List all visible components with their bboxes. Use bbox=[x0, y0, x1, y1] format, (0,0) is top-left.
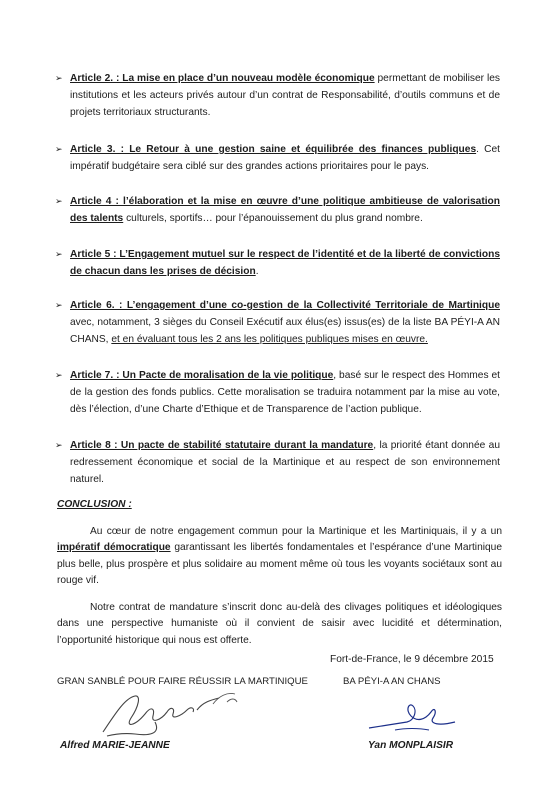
conclusion-paragraph-2: Notre contrat de mandature s’inscrit donc au-delà des clivages politiques et idéologiques dans une perspective humaniste où il convient de saisir avec lucidité et détermination, l’opportunité historique qui nous est offerte. bbox=[57, 601, 502, 646]
right-signatory-name: Yan MONPLAISIR bbox=[368, 740, 454, 751]
bullet-arrow-icon: ➢ bbox=[55, 196, 63, 206]
article-4 bbox=[55, 193, 500, 227]
article-title: Article 3. : Le Retour à une gestion saine et équilibrée des finances publiques bbox=[70, 144, 477, 155]
conclusion-heading: CONCLUSION : bbox=[57, 499, 132, 510]
article-title: Article 2. : La mise en place d’un nouveau modèle économique bbox=[70, 73, 375, 84]
bullet-arrow-icon: ➢ bbox=[55, 440, 63, 450]
left-signatory-name: Alfred MARIE-JEANNE bbox=[60, 740, 170, 751]
article-3 bbox=[55, 141, 500, 175]
article-text: . bbox=[255, 266, 259, 277]
conclusion-section bbox=[57, 497, 502, 659]
article-text: , basé sur le respect des Hommes et de la gestion des fonds publics. Cette moralisation se traduira notamment par la mise au vote, dès l’élection, d’une Charte d’Ethique et de Transparence de l’action publique. bbox=[70, 370, 500, 415]
article-title: Article 4 : l’élaboration et la mise en œuvre d’une politique ambitieuse de valorisation des talents bbox=[70, 196, 500, 224]
bullet-arrow-icon: ➢ bbox=[55, 370, 63, 380]
article-title: Article 5 : L’Engagement mutuel sur le respect de l’identité et de la liberté de convictions de chacun dans les prises de décision bbox=[70, 249, 500, 277]
article-6 bbox=[55, 297, 500, 348]
article-text: avec, notamment, 3 sièges du Conseil Exécutif aux élus(es) issus(es) de la liste BA PÉYI-A AN CHANS, bbox=[70, 317, 500, 345]
signature-alfred-marie-jeanne bbox=[95, 684, 245, 739]
article-text: permettant de mobiliser les institutions et les acteurs privés autour d’un contrat de Responsabilité, d’outils communs et de projets territoriaux structurants. bbox=[70, 73, 500, 118]
article-7 bbox=[55, 367, 500, 418]
left-signatory-group: GRAN SANBLÉ POUR FAIRE RÉUSSIR LA MARTINIQUE bbox=[57, 676, 308, 687]
article-2 bbox=[55, 70, 500, 121]
article-underlined-text: et en évaluant tous les 2 ans les politiques publiques mises en œuvre. bbox=[111, 334, 428, 345]
article-title: Article 7. : Un Pacte de moralisation de la vie politique bbox=[70, 370, 334, 381]
article-title: Article 8 : Un pacte de stabilité statutaire durant la mandature bbox=[70, 440, 374, 451]
article-title: Article 6. : L’engagement d’une co-gestion de la Collectivité Territoriale de Martinique bbox=[70, 300, 500, 311]
signature-yan-monplaisir bbox=[365, 692, 475, 740]
bullet-arrow-icon: ➢ bbox=[55, 73, 63, 83]
article-text: , la priorité étant donnée au redressement économique et social de la Martinique et au respect de son environnement naturel. bbox=[70, 440, 500, 485]
bullet-arrow-icon: ➢ bbox=[55, 144, 63, 154]
article-text: . Cet impératif budgétaire sera ciblé sur des grandes actions prioritaires pour le pays. bbox=[70, 144, 500, 172]
date-line: Fort-de-France, le 9 décembre 2015 bbox=[330, 654, 494, 665]
article-8 bbox=[55, 437, 500, 488]
article-5 bbox=[55, 246, 500, 280]
bullet-arrow-icon: ➢ bbox=[55, 249, 63, 259]
conclusion-paragraph-1: Au cœur de notre engagement commun pour la Martinique et les Martiniquais, il y a un impératif démocratique garantissant les libertés fondamentales et l’espérance d’une Martinique plus belle, plus prospère et plus solidaire au moment même où tous les voyants sociétaux sont au rouge vif. bbox=[57, 525, 502, 586]
article-text: culturels, sportifs… pour l’épanouissement du plus grand nombre. bbox=[123, 213, 423, 224]
imperatif-democratique-emphasis: impératif démocratique bbox=[57, 542, 171, 553]
bullet-arrow-icon: ➢ bbox=[55, 300, 63, 310]
right-signatory-group: BA PÉYI-A AN CHANS bbox=[343, 676, 441, 687]
